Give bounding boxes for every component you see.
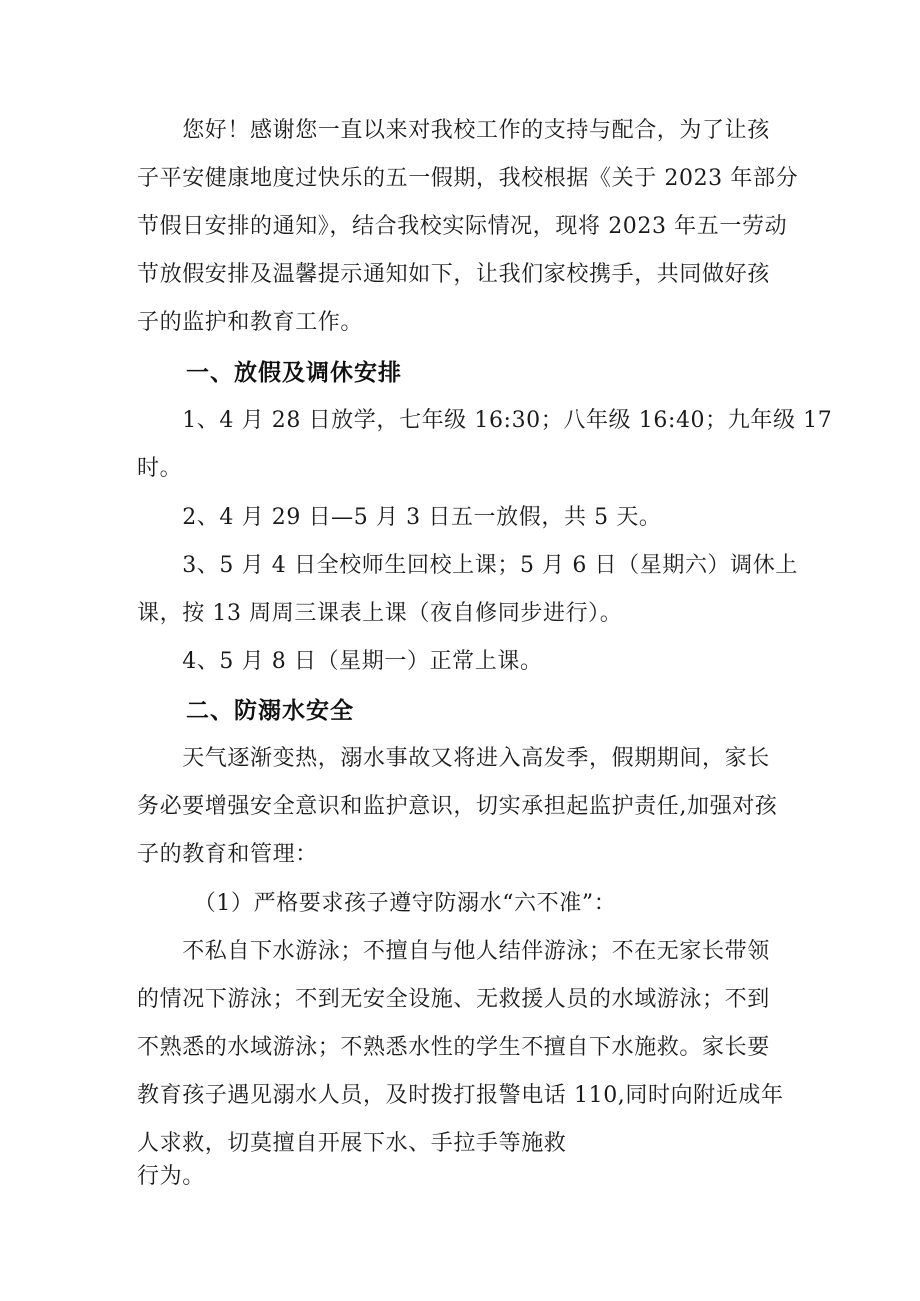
section-2-line-4: （1）严格要求孩子遵守防溺水“六不准”： [137, 891, 617, 916]
section-2-line-10: 行为。 [137, 1164, 205, 1189]
section-2-line-9: 人求救，切莫擅自开展下水、手拉手等施救 [137, 1131, 567, 1156]
section-1-line-2: 时。 [137, 456, 183, 481]
intro-line-4: 节放假安排及温馨提示通知如下，让我们家校携手，共同做好孩 [137, 262, 770, 287]
section-2-line-1: 天气逐渐变热，溺水事故又将进入高发季，假期期间，家长 [137, 746, 770, 771]
section-1-line-4: 3、5 月 4 日全校师生回校上课；5 月 6 日（星期六）调休上 [137, 553, 798, 578]
section-2-line-8: 教育孩子遇见溺水人员，及时拨打报警电话 110,同时向附近成年 [137, 1083, 784, 1108]
section-2-line-7: 不熟悉的水域游泳；不熟悉水性的学生不擅自下水施救。家长要 [137, 1035, 770, 1060]
intro-line-1: 您好！感谢您一直以来对我校工作的支持与配合，为了让孩 [137, 118, 770, 143]
section-2-line-6: 的情况下游泳；不到无安全设施、无救援人员的水域游泳；不到 [137, 987, 770, 1012]
section-1-line-3: 2、4 月 29 日—5 月 3 日五一放假，共 5 天。 [137, 505, 662, 530]
intro-line-2: 子平安健康地度过快乐的五一假期，我校根据《关于 2023 年部分 [137, 166, 799, 191]
section-1-line-5: 课，按 13 周周三课表上课（夜自修同步进行）。 [137, 601, 623, 626]
section-1-heading: 一、放假及调休安排 [186, 360, 402, 386]
section-1-line-1: 1、4 月 28 日放学，七年级 16:30；八年级 16:40；九年级 17 [137, 408, 833, 433]
intro-line-5: 子的监护和教育工作。 [137, 310, 364, 335]
intro-line-3: 节假日安排的通知》，结合我校实际情况，现将 2023 年五一劳动 [137, 214, 788, 239]
section-1-line-6: 4、5 月 8 日（星期一）正常上课。 [137, 649, 543, 674]
section-2-heading: 二、防溺水安全 [186, 698, 354, 724]
section-2-line-5: 不私自下水游泳；不擅自与他人结伴游泳；不在无家长带领 [137, 939, 770, 964]
section-2-line-2: 务必要增强安全意识和监护意识，切实承担起监护责任,加强对孩 [137, 794, 778, 819]
section-2-line-3: 子的教育和管理： [137, 842, 318, 867]
